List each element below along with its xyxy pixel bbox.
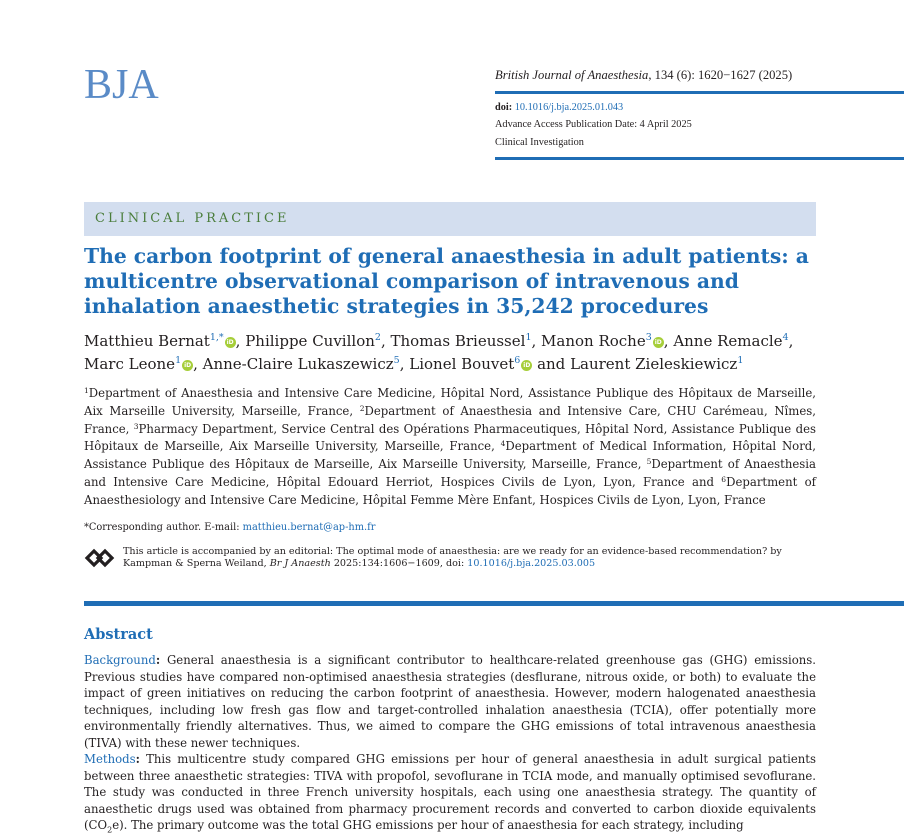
affiliation-text: Pharmacy Department, Service Central des Opérations Pharmaceutiques, Hôpital Nord, Assistance Publique des Hôpitaux de Marseille, Aix Marseille University, Marseille, France, [84,421,816,454]
abstract-methods: Methods: This multicentre study compared GHG emissions per hour of general anaesthesia in adult surgical patients between three anaesthetic strategies: TIVA with propofol, sevoflurane in TCIA mode, and manually optimised sevoflurane. The study was conducted in three French university hospitals, each using one anaesthesia strategy. The quantity of anaesthetic drugs used was obtained from pharmacy procurement records and converted to carbon dioxide equivalents $(CO_2e)$. The primary outcome was the total GHG emissions per hour of anaesthesia for each strategy, including [84,752,816,835]
corresponding-author [84,522,375,533]
methods-label: Methods [84,752,136,766]
author-name: Marc Leone [84,355,176,373]
author-affiliation-ref[interactable]: 4 [782,332,789,343]
background-text: General anaesthesia is a significant contributor to healthcare-related greenhouse gas (GHG) emissions. Previous studies have compared non-optimised anaesthesia strategies (desflurane, nitrous oxide, or both) to evaluate the impact of green initiatives on reducing the carbon footprint of anaesthesia. However, modern halogenated anaesthesia techniques, including low fresh gas flow and target-controlled inhalation anaesthesia (TCIA), offer potentially more environmentally friendly alternatives. Thus, we aimed to compare the GHG emissions of total intravenous anaesthesia (TIVA) with these newer techniques. [84,653,816,750]
author-name: Lionel Bouvet [409,355,515,373]
doi-link[interactable]: 10.1016/j.bja.2025.01.043 [514,102,624,113]
section-divider [84,601,904,606]
author-separator: , [399,355,410,373]
journal-name: British Journal of Anaesthesia [495,68,649,82]
editorial-journal: Br J Anaesth [269,558,331,569]
abstract-heading: Abstract [84,626,153,643]
author-separator: , [788,332,794,350]
affiliations [84,385,816,510]
affiliation-text: Department of Medical Information, Hôpital Nord, Assistance Publique des Hôpitaux de Marseille, Aix Marseille University, Marseille, France, [84,439,816,472]
author-affiliation-ref[interactable]: 1 [737,355,744,366]
editorial-link-icon [84,545,116,571]
author-affiliation-ref[interactable]: 1,* [209,332,224,343]
author-separator: and [532,355,571,373]
category-label: CLINICAL PRACTICE [95,211,290,226]
affiliation-text: Department of Anaesthesiology and Intensive Care Medicine, Hôpital Femme Mère Enfant, Hospices Civils de Lyon, Lyon, France [84,474,816,507]
author-affiliation-ref[interactable]: 1 [525,332,532,343]
orcid-icon[interactable]: iD [523,362,531,369]
article-type: Clinical Investigation [495,137,584,148]
editorial-doi-link[interactable]: 10.1016/j.bja.2025.03.005 [467,558,596,569]
author-name: Philippe Cuvillon [245,332,375,350]
affiliation-text: Department of Anaesthesia and Intensive Care Medicine, Hôpital Nord, Assistance Publique des Hôpitaux de Marseille, Aix Marseille University, Marseille, France, [84,386,816,418]
orcid-icon[interactable]: iD [226,339,234,346]
author-affiliation-ref[interactable]: 3 [645,332,652,343]
author-name: Anne-Claire Lukaszewicz [202,355,394,373]
author-separator: , [235,332,246,350]
editorial-citation: 2025:134:1606−1609, doi: [330,558,468,569]
author-affiliation-ref[interactable]: 6 [514,355,521,366]
orcid-icon[interactable]: iD [184,362,192,369]
orcid-icon[interactable]: iD [654,339,662,346]
methods-subscript: 2 [107,825,113,835]
journal-logo: BJA [84,62,159,108]
header-rule-top [495,91,904,94]
author-affiliation-ref[interactable]: 2 [374,332,381,343]
author-name: Manon Roche [541,332,646,350]
author-name: Thomas Brieussel [390,332,526,350]
methods-text-cont: e). The primary outcome was the total GHG emissions per hour of anaesthesia for each strategy, including [112,818,744,832]
author-affiliation-ref[interactable]: 1 [175,355,182,366]
advance-access: Advance Access Publication Date: 4 April 2025 [495,119,692,130]
affiliation-number: 1 [84,386,89,395]
author-separator: , [380,332,391,350]
author-name: Matthieu Bernat [84,332,210,350]
category-band [84,202,816,236]
author-separator: , [193,355,203,373]
article-title: The carbon footprint of general anaesthesia in adult patients: a multicentre observational comparison of intravenous and inhalation anaesthetic strategies in 35,242 procedures [84,244,809,318]
affiliation-text: Department of Anaesthesia and Intensive Care Medicine, Hôpital Edouard Herriot, Hospices Civils de Lyon, Lyon, France and [84,457,816,489]
affiliation-number: 6 [721,474,727,484]
author-name: Laurent Zieleskiewicz [570,355,738,373]
doi-line [495,101,623,114]
methods-text: This multicentre study compared GHG emissions per hour of general anaesthesia in adult surgical patients between three anaesthetic strategies: TIVA with propofol, sevoflurane in TCIA mode, and manually optimised sevoflurane. The study was conducted in three French university hospitals, each using one anaesthesia strategy. The quantity of anaesthetic drugs used was obtained from pharmacy procurement records and converted to carbon dioxide equivalents (CO [84,752,816,832]
editorial-text: This article is accompanied by an editorial: The optimal mode of anaesthesia: are we ready for an evidence-based recommendation? by Kampman & Sperna Weiland, [123,546,782,569]
affiliation-text: Department of Anaesthesia and Intensive Care, CHU Carémeau, Nîmes, France, [84,403,817,436]
author-affiliation-ref[interactable]: 5 [393,355,400,366]
abstract-body [84,652,816,839]
header-rule-bottom [495,157,904,160]
editorial-note [123,546,823,570]
background-label: Background [84,653,156,667]
affiliation-number: 2 [359,403,365,413]
affiliation-number: 4 [500,439,506,449]
journal-citation [495,67,904,83]
author-name: Anne Remacle [673,332,783,350]
journal-volume: , 134 (6): 1620−1627 (2025) [648,68,793,82]
author-list [84,330,824,376]
corresponding-label: *Corresponding author. E-mail: [84,522,243,533]
affiliation-number: 3 [133,421,139,431]
doi-label: doi: [495,102,513,113]
corresponding-email-link[interactable]: matthieu.bernat@ap-hm.fr [242,522,376,533]
author-separator: , [663,332,674,350]
affiliation-number: 5 [646,457,652,467]
abstract-background: Background: General anaesthesia is a significant contributor to healthcare-related greenhouse gas (GHG) emissions. Previous studies have compared non-optimised anaesthesia strategies (desflurane, nitrous oxide, or both) to evaluate the impact of green initiatives on reducing the carbon footprint of anaesthesia. However, modern halogenated anaesthesia techniques, including low fresh gas flow and target-controlled inhalation anaesthesia (TCIA), offer potentially more environmentally friendly alternatives. Thus, we aimed to compare the GHG emissions of total intravenous anaesthesia (TIVA) with these newer techniques. [84,653,816,750]
author-separator: , [531,332,542,350]
